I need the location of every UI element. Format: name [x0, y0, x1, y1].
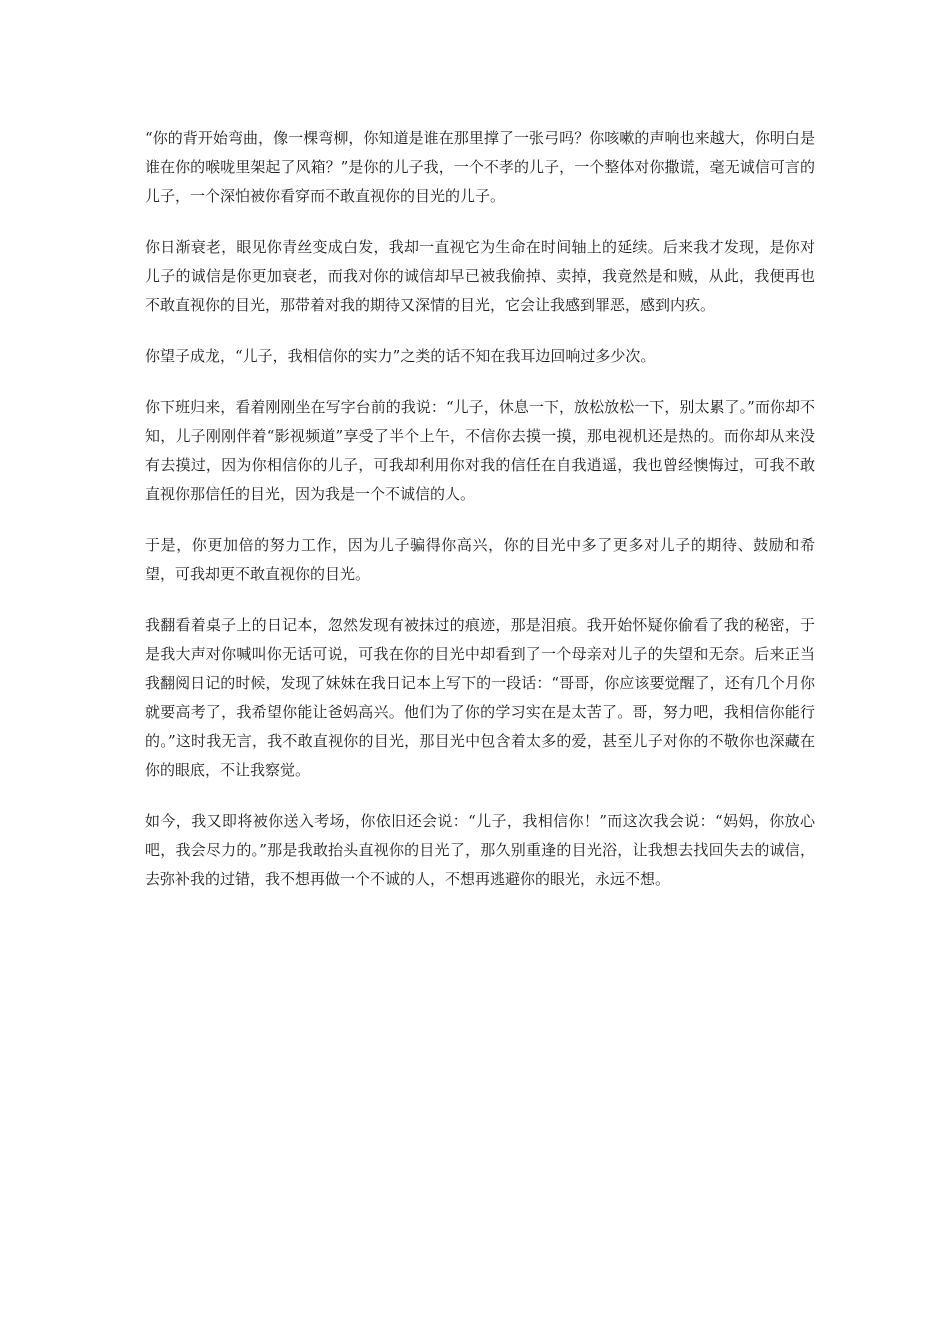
paragraph-4: 你下班归来，看着刚刚坐在写字台前的我说：“儿子，休息一下，放松放松一下，别太累了。”而你却不知，儿子刚刚伴着“影视频道”享受了半个上午，不信你去摸一摸，那电视机还是热的。而你却从来没有去摸过，因为你相信你的儿子，可我却利用你对我的信任在自我逍遥，我也曾经懊悔过，可我不敢直视你那信任的目光，因为我是一个不诚信的人。	[145, 398, 815, 503]
paragraph-1: “你的背开始弯曲，像一棵弯柳，你知道是谁在那里撑了一张弓吗？你咳嗽的声响也来越大，你明白是谁在你的喉咙里架起了风箱？”是你的儿子我，一个不孝的儿子，一个整体对你撒谎，毫无诚信可言的儿子，一个深怕被你看穿而不敢直视你的目光的儿子。	[145, 129, 815, 205]
paragraph-5: 于是，你更加倍的努力工作，因为儿子骗得你高兴，你的目光中多了更多对儿子的期待、鼓励和希望，可我却更不敢直视你的目光。	[145, 536, 815, 583]
paragraph-3: 你望子成龙，“儿子，我相信你的实力”之类的话不知在我耳边回响过多少次。	[145, 347, 656, 365]
paragraph-2: 你日渐衰老，眼见你青丝变成白发，我却一直视它为生命在时间轴上的延续。后来我才发现，是你对儿子的诚信是你更加衰老，而我对你的诚信却早已被我偷掉、卖掉，我竟然是和贼，从此，我便再也不敢直视你的目光，那带着对我的期待又深情的目光，它会让我感到罪恶，感到内疚。	[145, 238, 815, 314]
paragraph-6: 我翻看着桌子上的日记本，忽然发现有被抹过的痕迹，那是泪痕。我开始怀疑你偷看了我的秘密，于是我大声对你喊叫你无话可说，可我在你的目光中却看到了一个母亲对儿子的失望和无奈。后来正当我翻阅日记的时候，发现了妹妹在我日记本上写下的一段话：“哥哥，你应该要觉醒了，还有几个月你就要高考了，我希望你能让爸妈高兴。他们为了你的学习实在是太苦了。哥，努力吧，我相信你能行的。”这时我无言，我不敢直视你的目光，那目光中包含着太多的爱，甚至儿子对你的不敬你也深藏在你的眼底，不让我察觉。	[145, 616, 815, 779]
paragraph-7: 如今，我又即将被你送入考场，你依旧还会说：“儿子，我相信你！”而这次我会说：“妈妈，你放心吧，我会尽力的。”那是我敢抬头直视你的目光了，那久别重逢的目光浴，让我想去找回失去的诚信，去弥补我的过错，我不想再做一个不诚的人，不想再逃避你的眼光，永远不想。	[145, 812, 815, 888]
document-body	[145, 124, 815, 894]
